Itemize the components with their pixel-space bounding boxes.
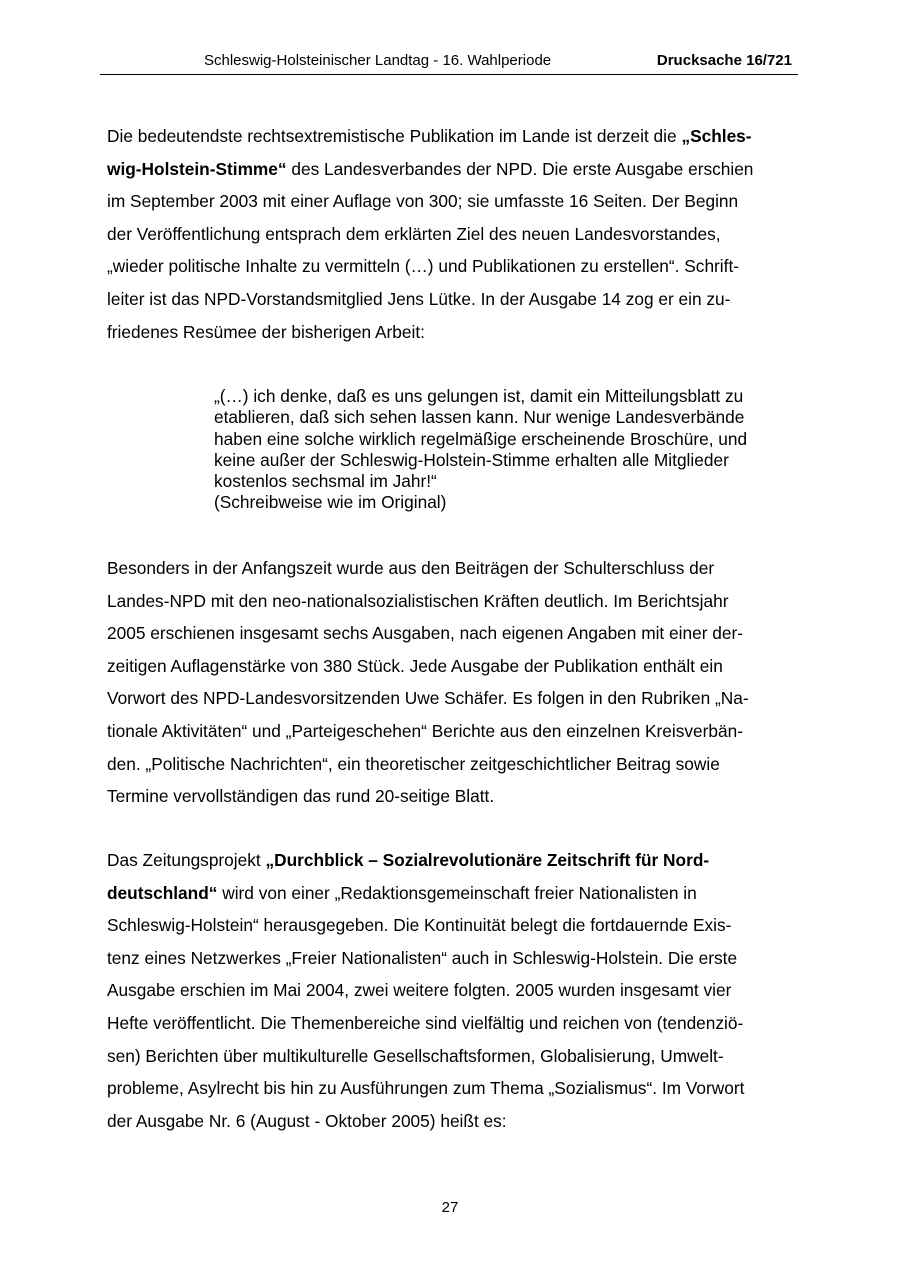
- text-line: Die bedeutendste rechtsextremistische Publikation im Lande ist derzeit die „Schles-: [107, 126, 752, 146]
- text-line: Termine vervollständigen das rund 20-seitige Blatt.: [107, 786, 495, 807]
- text-line: den. „Politische Nachrichten“, ein theoretischer zeitgeschichtlicher Beitrag sowie: [107, 753, 720, 774]
- text-line: deutschland“ wird von einer „Redaktionsgemeinschaft freier Nationalisten in: [107, 882, 697, 903]
- text-line: der Veröffentlichung entsprach dem erklärten Ziel des neuen Landesvorstandes,: [107, 223, 721, 244]
- paragraph-npd-publication-details: [107, 552, 797, 813]
- quote-line: haben eine solche wirklich regelmäßige erscheinende Broschüre, und: [214, 428, 748, 449]
- text-line: sen) Berichten über multikulturelle Gesellschaftsformen, Globalisierung, Umwelt-: [107, 1045, 724, 1066]
- text-line: wig-Holstein-Stimme“ des Landesverbandes der NPD. Die erste Ausgabe erschien: [107, 158, 754, 179]
- text-line: leiter ist das NPD-Vorstandsmitglied Jens Lütke. In der Ausgabe 14 zog er ein zu-: [107, 288, 731, 309]
- header-title: Schleswig-Holsteinischer Landtag - 16. Wahlperiode: [204, 52, 552, 69]
- page-number: 27: [441, 1199, 459, 1216]
- text-line: friedenes Resümee der bisherigen Arbeit:: [107, 321, 425, 342]
- header-document-reference: Drucksache 16/721: [656, 52, 792, 69]
- paragraph-schleswig-holstein-stimme: [107, 120, 797, 348]
- quote-line: etablieren, daß sich sehen lassen kann. Nur wenige Landesverbände: [214, 407, 745, 428]
- text-line: Landes-NPD mit den neo-nationalsozialistischen Kräften deutlich. Im Berichtsjahr: [107, 590, 729, 611]
- bold-publication-name: wig-Holstein-Stimme“: [107, 158, 287, 179]
- quote-line: keine außer der Schleswig-Holstein-Stimme erhalten alle Mitglieder: [214, 449, 729, 470]
- paragraph-durchblick: [107, 844, 797, 1137]
- text-line: zeitigen Auflagenstärke von 380 Stück. Jede Ausgabe der Publikation enthält ein: [107, 655, 723, 676]
- quote-line: kostenlos sechsmal im Jahr!“: [214, 471, 437, 492]
- text-line: im September 2003 mit einer Auflage von 300; sie umfasste 16 Seiten. Der Beginn: [107, 191, 739, 212]
- bold-publication-name: „Durchblick – Sozialrevolutionäre Zeitschrift für Nord-: [265, 850, 710, 870]
- text-line: tionale Aktivitäten“ und „Parteigeschehen“ Berichte aus den einzelnen Kreisverbän-: [107, 720, 743, 741]
- block-quote: [214, 386, 794, 514]
- text-line: Vorwort des NPD-Landesvorsitzenden Uwe Schäfer. Es folgen in den Rubriken „Na-: [107, 688, 749, 709]
- page-header: [100, 52, 798, 75]
- text-line: tenz eines Netzwerkes „Freier Nationalisten“ auch in Schleswig-Holstein. Die erste: [107, 947, 738, 968]
- text-line: Hefte veröffentlicht. Die Themenbereiche sind vielfältig und reichen von (tendenziö-: [107, 1012, 744, 1033]
- text-line: Das Zeitungsprojekt „Durchblick – Sozialrevolutionäre Zeitschrift für Nord-: [107, 850, 710, 870]
- quote-line: „(…) ich denke, daß es uns gelungen ist, damit ein Mitteilungsblatt zu: [214, 386, 744, 406]
- text-line: 2005 erschienen insgesamt sechs Ausgaben, nach eigenen Angaben mit einer der-: [107, 623, 743, 644]
- text-line: der Ausgabe Nr. 6 (August - Oktober 2005) heißt es:: [107, 1110, 507, 1131]
- text-line: „wieder politische Inhalte zu vermitteln (…) und Publikationen zu erstellen“. Schrift-: [107, 256, 740, 277]
- text-line: probleme, Asylrecht bis hin zu Ausführungen zum Thema „Sozialismus“. Im Vorwort: [107, 1078, 745, 1099]
- bold-publication-name: „Schles-: [681, 126, 752, 146]
- bold-publication-name: deutschland“: [107, 882, 218, 903]
- text-line: Ausgabe erschien im Mai 2004, zwei weitere folgten. 2005 wurden insgesamt vier: [107, 980, 732, 1001]
- text-line: Schleswig-Holstein“ herausgegeben. Die Kontinuität belegt die fortdauernde Exis-: [107, 915, 732, 936]
- text-line: Besonders in der Anfangszeit wurde aus den Beiträgen der Schulterschluss der: [107, 558, 715, 578]
- quote-source-note: (Schreibweise wie im Original): [214, 492, 447, 513]
